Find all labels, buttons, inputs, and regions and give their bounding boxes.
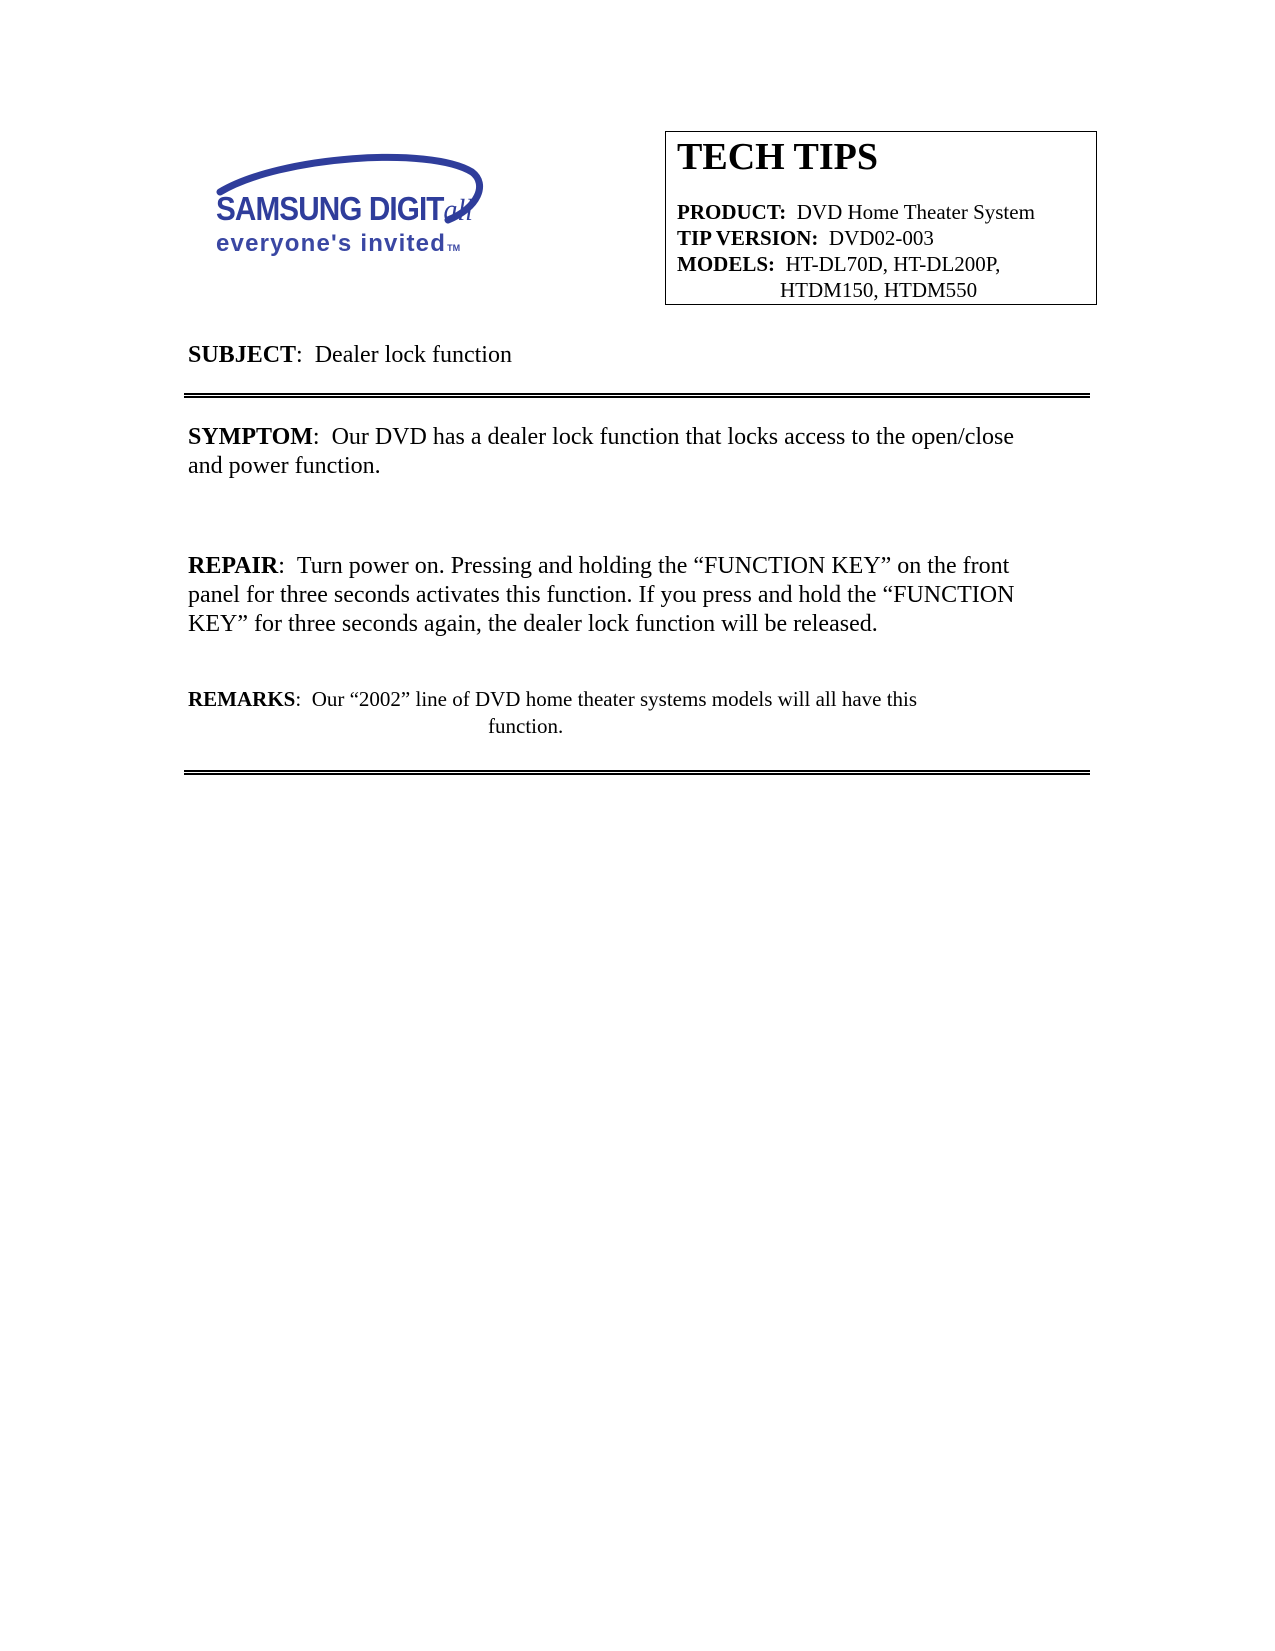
samsung-logo — [210, 150, 490, 265]
section-divider — [184, 770, 1090, 775]
subject-section: SUBJECT: Dealer lock function — [188, 342, 512, 368]
symptom-section: SYMPTOM: Our DVD has a dealer lock function that locks access to the open/close and power function. — [188, 424, 1015, 479]
section-divider — [184, 393, 1090, 398]
remarks-section: REMARKS: Our “2002” line of DVD home theater systems models will all have this function. — [188, 687, 918, 738]
product-line: PRODUCT: DVD Home Theater System — [677, 200, 1035, 224]
tip-version-line: TIP VERSION: DVD02-003 — [677, 226, 934, 250]
tech-tips-title: TECH TIPS — [677, 136, 878, 178]
models-line: MODELS: HT-DL70D, HT-DL200P, — [677, 252, 1001, 276]
logo-tagline: everyone's invitedTM — [216, 230, 461, 257]
logo-brand: SAMSUNG DIGITall — [216, 190, 474, 227]
models-line-continued: HTDM150, HTDM550 — [780, 278, 978, 302]
tech-tips-box — [665, 131, 1097, 305]
repair-section: REPAIR: Turn power on. Pressing and holding the “FUNCTION KEY” on the front panel for three seconds activates this function. If you press and hold the “FUNCTION KEY” for three seconds again, the dealer lock function will be released. — [188, 553, 1015, 637]
